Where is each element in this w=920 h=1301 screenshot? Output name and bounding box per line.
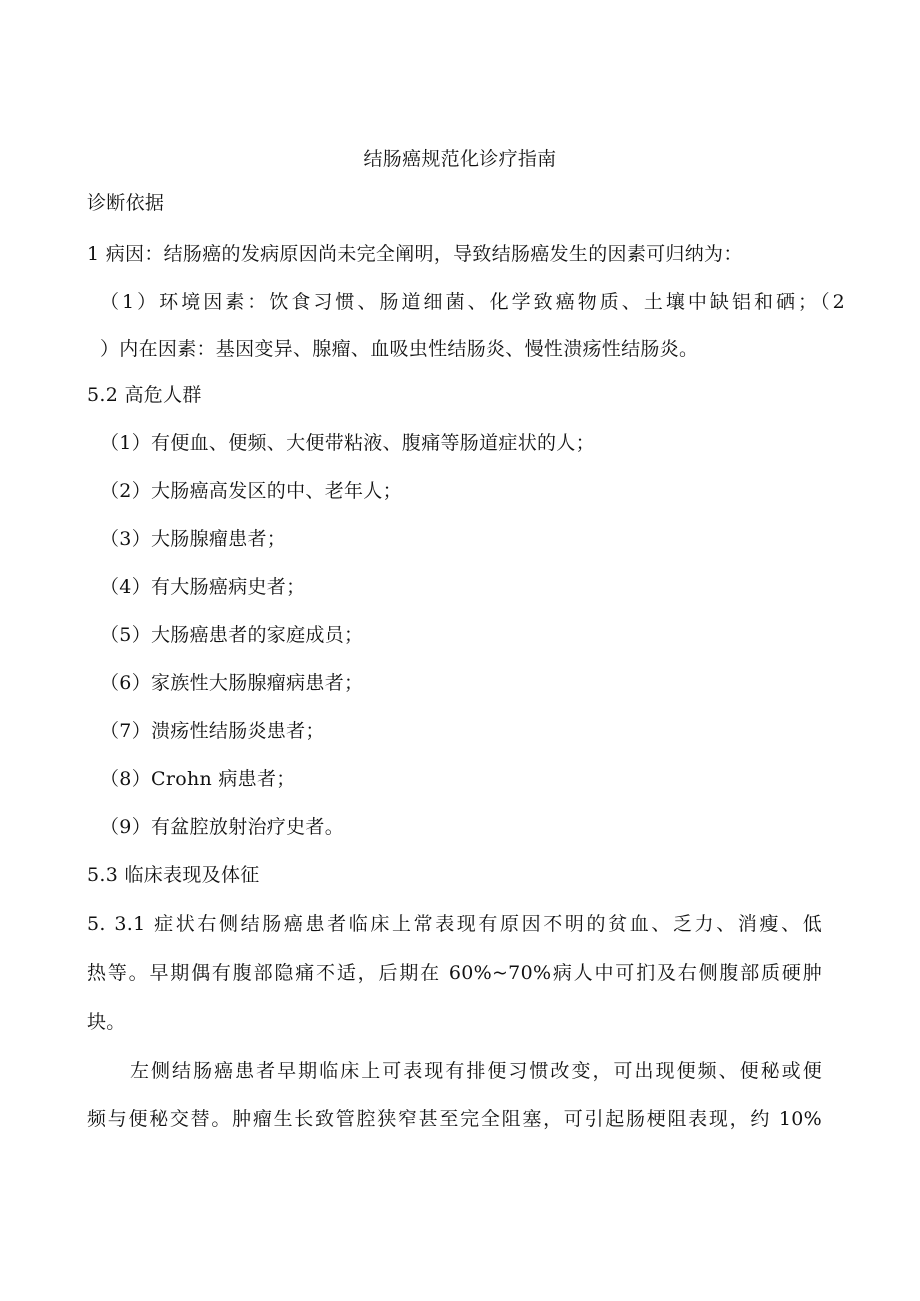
- cause-line-1: （1）环境因素：饮食习惯、肠道细菌、化学致癌物质、土壤中缺铝和硒；（2: [100, 291, 845, 313]
- list-item: （1）有便血、便频、大便带粘液、腹痛等肠道症状的人；: [100, 432, 595, 454]
- list-item: （9）有盆腔放射治疗史者。: [100, 816, 344, 838]
- left-colon-line-1: 左侧结肠癌患者早期临床上可表现有排便习惯改变，可出现便频、便秘或便: [130, 1060, 822, 1082]
- section-heading-high-risk: 5.2 高危人群: [87, 384, 202, 406]
- left-colon-line-2: 频与便秘交替。肿瘤生长致管腔狭窄甚至完全阻塞，可引起肠梗阻表现，约 10%: [87, 1108, 822, 1130]
- symptom-line-3: 块。: [87, 1011, 126, 1033]
- cause-intro: 1 病因：结肠癌的发病原因尚未完全阐明，导致结肠癌发生的因素可归纳为：: [87, 243, 743, 265]
- symptom-line-2: 热等。早期偶有腹部隐痛不适，后期在 60%~70%病人中可扪及右侧腹部质硬肿: [87, 962, 822, 984]
- list-item: （8）Crohn 病患者；: [100, 768, 296, 790]
- section-heading-diagnosis: 诊断依据: [87, 192, 165, 214]
- document-title: 结肠癌规范化诊疗指南: [363, 148, 557, 170]
- list-item: （7）溃疡性结肠炎患者；: [100, 720, 325, 742]
- cause-line-2: ）内在因素：基因变异、腺瘤、血吸虫性结肠炎、慢性溃疡性结肠炎。: [100, 338, 699, 360]
- list-item: （2）大肠癌高发区的中、老年人；: [100, 480, 402, 502]
- list-item: （4）有大肠癌病史者；: [100, 576, 306, 598]
- list-item: （5）大肠癌患者的家庭成员；: [100, 624, 364, 646]
- list-item: （3）大肠腺瘤患者；: [100, 528, 287, 550]
- section-heading-clinical: 5.3 临床表现及体征: [87, 864, 260, 886]
- symptom-line-1: 5. 3.1 症状右侧结肠癌患者临床上常表现有原因不明的贫血、乏力、消瘦、低: [87, 913, 822, 935]
- list-item: （6）家族性大肠腺瘤病患者；: [100, 672, 364, 694]
